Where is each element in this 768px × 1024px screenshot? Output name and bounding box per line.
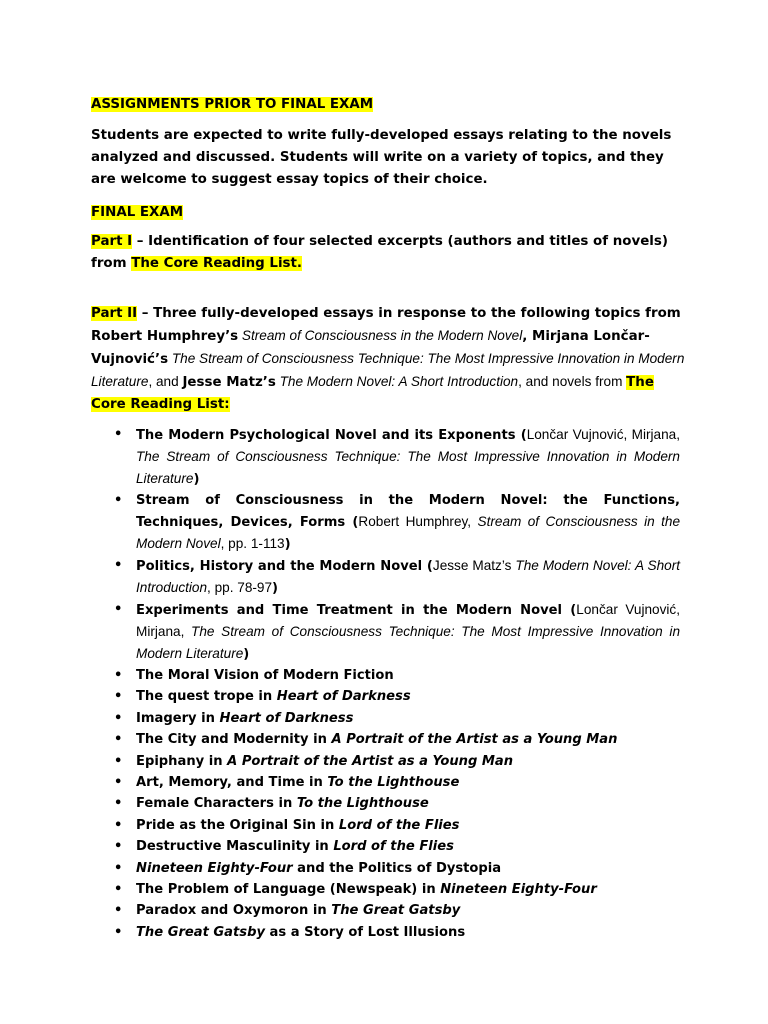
assignments-heading: ASSIGNMENTS PRIOR TO FINAL EXAM [91, 97, 374, 112]
topics-list [114, 424, 680, 943]
list-item: • Experiments and Time Treatment in the Modern Novel (Lončar Vujnović, Mirjana, The Stream of Consciousness Technique: The Most Impressive Innovation in Modern Literature) [114, 599, 680, 665]
list-item: • Stream of Consciousness in the Modern Novel: the Functions, Techniques, Devices, Forms (Robert Humphrey, Stream of Consciousness in the Modern Novel, pp. 1-113) [114, 490, 680, 555]
list-item: • Epiphany in A Portrait of the Artist as a Young Man [114, 751, 680, 772]
part1-text: – Identification of four selected excerpts (authors and titles of novels) from [91, 234, 668, 271]
author-humphrey: Robert Humphrey’s [91, 329, 239, 344]
list-item: • The Modern Psychological Novel and its Exponents (Lončar Vujnović, Mirjana, The Stream of Consciousness Technique: The Most Impressive Innovation in Modern Literature) [114, 424, 680, 490]
list-item: • The Great Gatsby as a Story of Lost Illusions [114, 922, 680, 943]
part1-list-name: The Core Reading List. [131, 256, 303, 271]
list-item: • Destructive Masculinity in Lord of the Flies [114, 836, 680, 857]
part2-label: Part II [91, 306, 138, 321]
list-item: • The City and Modernity in A Portrait of the Artist as a Young Man [114, 729, 680, 750]
author-loncar: Mirjana Lončar-Vujnović’s [91, 329, 650, 367]
list-item: • The Moral Vision of Modern Fiction [114, 665, 680, 686]
author-matz: Jesse Matz’s [182, 375, 276, 390]
book-matz: The Modern Novel: A Short Introduction [275, 374, 519, 389]
list-item: • Pride as the Original Sin in Lord of the Flies [114, 815, 680, 836]
part1-label: Part I [91, 234, 133, 249]
list-item: • Female Characters in To the Lighthouse [114, 793, 680, 814]
assignments-paragraph: Students are expected to write fully-developed essays relating to the novels analyzed and discussed. Students will write on a variety of topics, and they are welcome to suggest essay topics of their choice. [91, 128, 672, 187]
part1-paragraph [91, 231, 691, 275]
list-item: • Imagery in Heart of Darkness [114, 708, 680, 729]
book-loncar: The Stream of Consciousness Technique: The Most Impressive Innovation in Modern Literature [91, 351, 685, 389]
list-item: • Nineteen Eighty-Four and the Politics of Dystopia [114, 858, 680, 879]
list-item: • Politics, History and the Modern Novel (Jesse Matz’s The Modern Novel: A Short Introduction, pp. 78-97) [114, 555, 680, 599]
part2-paragraph: Part II – Three fully-developed essays in response to the following topics from Robert Humphrey’s Stream of Consciousness in the Modern Novel, Mirjana Lončar-Vujnović’s The Stream of Consciousness Technique: The Most Impressive Innovation in Modern Literature, and Jesse Matz’s The Modern Novel: A Short Introduction, and novels from The Core Reading List: [91, 306, 685, 412]
list-item: • Paradox and Oxymoron in The Great Gatsby [114, 900, 680, 921]
part2-list-name: The Core Reading List: [91, 375, 654, 412]
book-humphrey: Stream of Consciousness in the Modern Novel [238, 328, 523, 343]
list-item: • The Problem of Language (Newspeak) in Nineteen Eighty-Four [114, 879, 680, 900]
final-exam-heading: FINAL EXAM [91, 205, 184, 220]
list-item: • The quest trope in Heart of Darkness [114, 686, 680, 707]
list-item: • Art, Memory, and Time in To the Lighthouse [114, 772, 680, 793]
